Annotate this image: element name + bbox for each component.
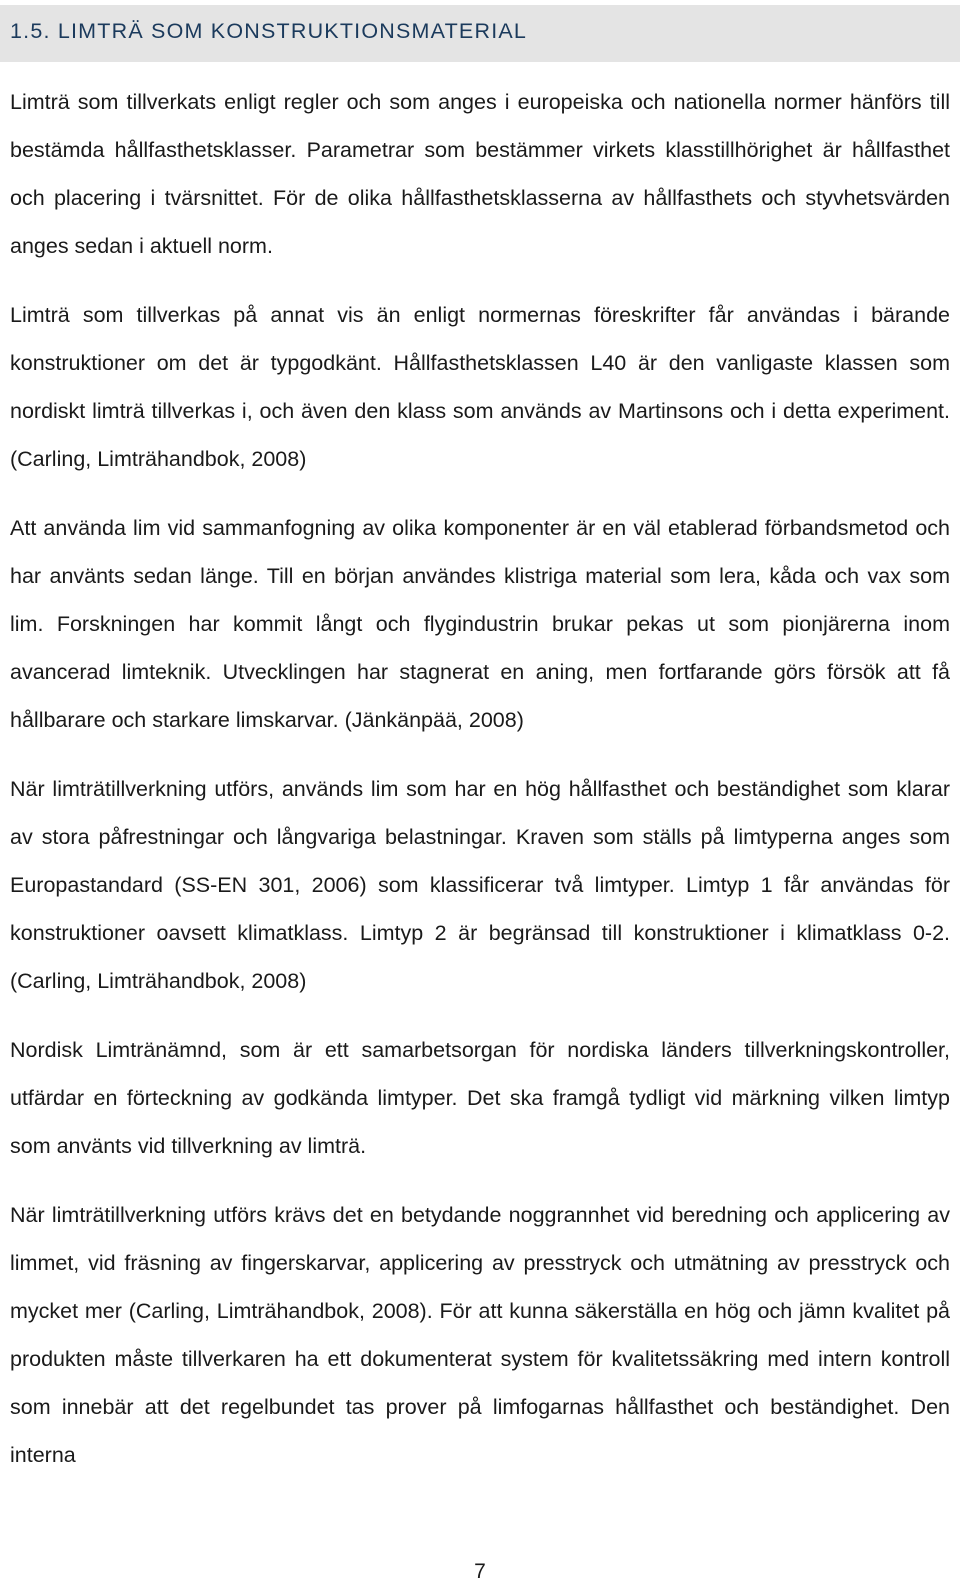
paragraph-4: När limträtillverkning utförs, används lim som har en hög hållfasthet och beständighet som klarar av stora påfrestningar och långvariga belastningar. Kraven som ställs på limtyperna anges som Europastandard (SS-EN 301, 2006) som klassificerar två limtyper. Limtyp 1 får användas för konstruktioner oavsett klimatklass. Limtyp 2 är begränsad till konstruktioner i klimatklass 0-2. (Carling, Limträhandbok, 2008) — [10, 777, 950, 993]
page-number: 7 — [474, 1560, 486, 1583]
paragraph-2: Limträ som tillverkas på annat vis än enligt normernas föreskrifter får användas i bärande konstruktioner om det är typgodkänt. Hållfasthetsklassen L40 är den vanligaste klassen som nordiskt limträ tillverkas i, och även den klass som används av Martinsons och i detta experiment. (Carling, Limträhandbok, 2008) — [10, 303, 950, 471]
paragraph-1: Limträ som tillverkats enligt regler och som anges i europeiska och nationella normer hänförs till bestämda hållfasthetsklasser. Parametrar som bestämmer virkets klasstillhörighet är hållfasthet och placering i tvärsnittet. För de olika hållfasthetsklasserna av hållfasthets och styvhetsvärden anges sedan i aktuell norm. — [10, 90, 950, 258]
section-heading-band — [0, 5, 960, 62]
section-heading: 1.5. LIMTRÄ SOM KONSTRUKTIONSMATERIAL — [10, 19, 528, 43]
document-body — [10, 78, 950, 1500]
paragraph-5: Nordisk Limtränämnd, som är ett samarbetsorgan för nordiska länders tillverkningskontroller, utfärdar en förteckning av godkända limtyper. Det ska framgå tydligt vid märkning vilken limtyp som använts vid tillverkning av limträ. — [10, 1038, 950, 1158]
paragraph-6: När limträtillverkning utförs krävs det en betydande noggrannhet vid beredning och applicering av limmet, vid fräsning av fingerskarvar, applicering av presstryck och utmätning av presstryck och mycket mer (Carling, Limträhandbok, 2008). För att kunna säkerställa en hög och jämn kvalitet på produkten måste tillverkaren ha ett dokumenterat system för kvalitetssäkring med intern kontroll som innebär att det regelbundet tas prover på limfogarnas hållfasthet och beständighet. Den interna — [10, 1203, 950, 1467]
paragraph-3: Att använda lim vid sammanfogning av olika komponenter är en väl etablerad förbandsmetod och har använts sedan länge. Till en början användes klistriga material som lera, kåda och vax som lim. Forskningen har kommit långt och flygindustrin brukar pekas ut som pionjärerna inom avancerad limteknik. Utvecklingen har stagnerat en aning, men fortfarande görs försök att få hållbarare och starkare limskarvar. (Jänkänpää, 2008) — [10, 516, 950, 732]
